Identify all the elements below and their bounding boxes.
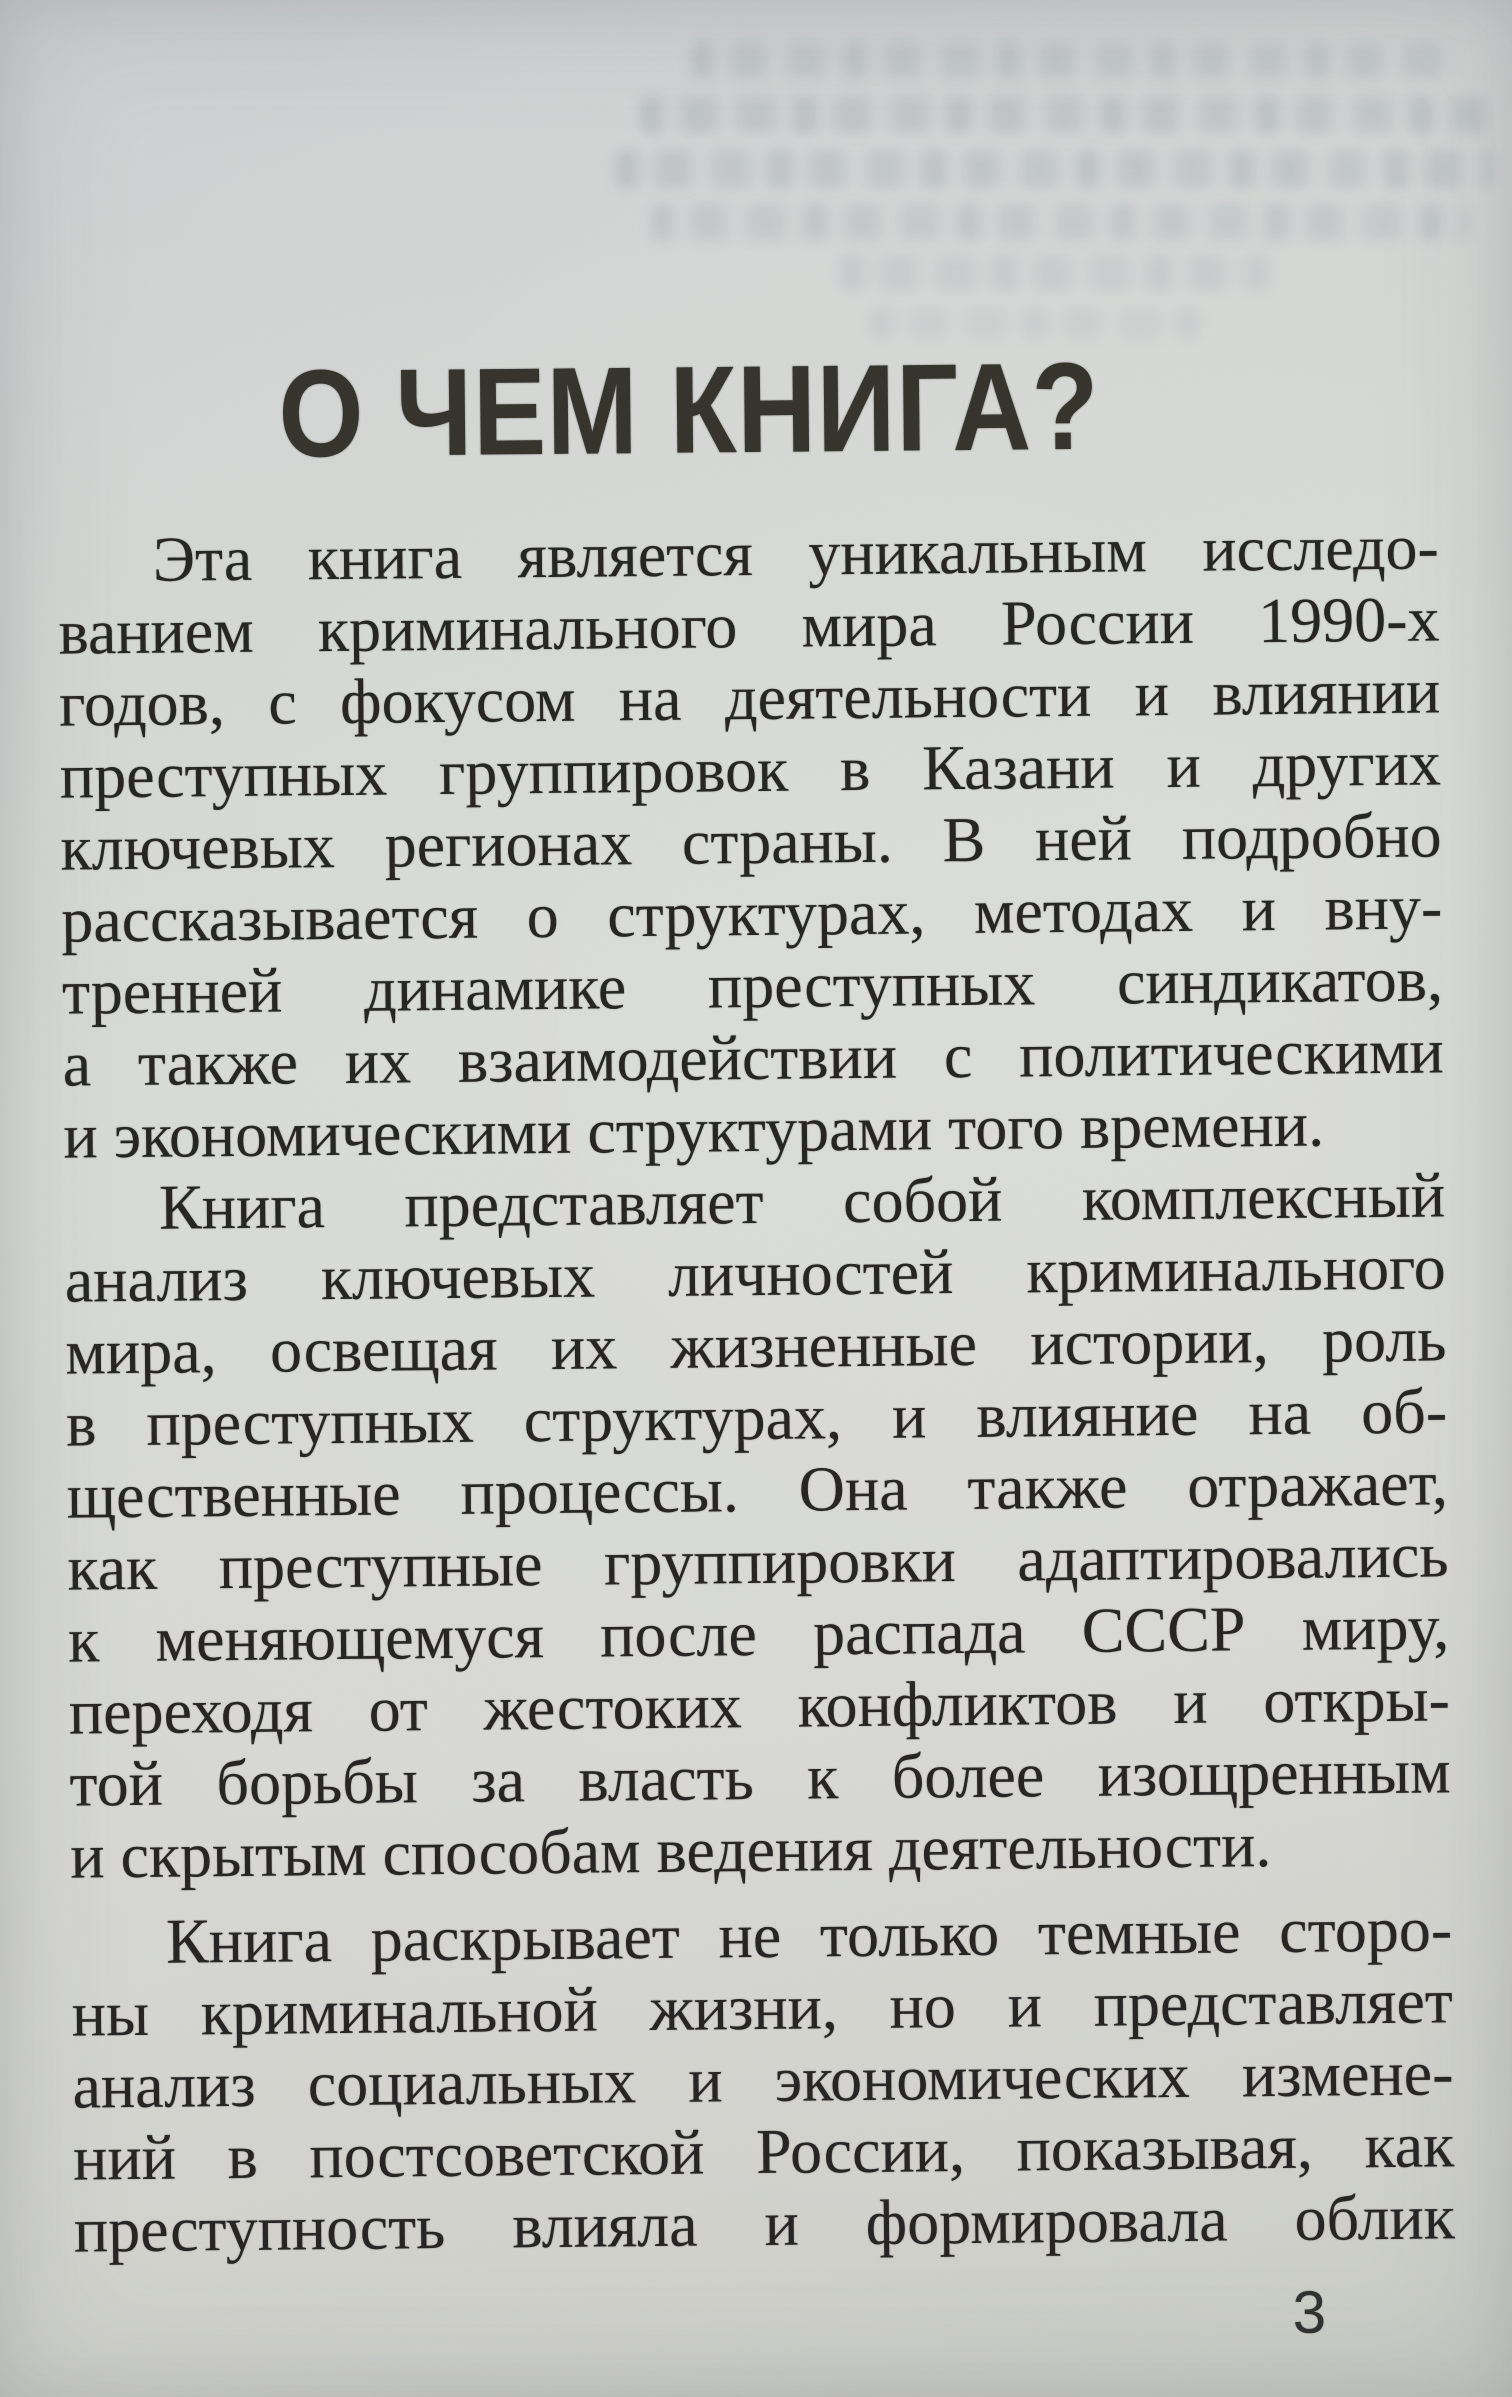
text-line: Эта книга является уникальным исследо- <box>152 511 1440 595</box>
text-line: и экономическими структурами того времени. <box>63 1088 1325 1172</box>
text-line: к меняющемуся после распада СССР миру, <box>67 1591 1450 1676</box>
text-line: ний в постсоветской России, показывая, как <box>72 2109 1455 2194</box>
text-line: переходя от жестоких конфликтов и откры- <box>68 1663 1451 1748</box>
text-line: анализ социальных и экономических измене- <box>72 2037 1454 2122</box>
text-line: ключевых регионах страны. В ней подробно <box>60 799 1442 884</box>
text-line: и скрытым способам ведения деятельности. <box>69 1809 1272 1892</box>
text-line: годов, с фокусом на деятельности и влиянии <box>58 655 1441 740</box>
text-line: а также их взаимодействии с политическими <box>62 1015 1444 1100</box>
text-line: ны криминальной жизни, но и представляет <box>71 1965 1454 2050</box>
text-line: рассказывается о структурах, методах и вну- <box>60 871 1443 956</box>
text-line: преступных группировок в Казани и других <box>59 727 1442 812</box>
text-line: щественные процессы. Она также отражает, <box>66 1447 1449 1532</box>
paragraph <box>64 1159 1452 1892</box>
text-line: преступность влияла и формировала облик <box>73 2181 1456 2266</box>
text-line: анализ ключевых личностей криминального <box>64 1231 1447 1316</box>
text-line: в преступных структурах, и влияние на об- <box>65 1375 1448 1460</box>
text-line: как преступные группировки адаптировались <box>67 1519 1449 1604</box>
text-line: той борьбы за власть к более изощренным <box>69 1735 1451 1820</box>
text-line: тренней динамике преступных синдикатов, <box>61 943 1444 1028</box>
text-line: Книга раскрывает не только темные сторо- <box>165 1893 1453 1977</box>
text-line: ванием криминального мира России 1990-х <box>58 583 1440 668</box>
text-line: мира, освещая их жизненные истории, роль <box>65 1303 1447 1388</box>
page-title: О ЧЕМ КНИГА? <box>277 337 1100 484</box>
paragraph <box>71 1893 1455 2266</box>
paragraph <box>57 511 1444 1172</box>
text-line: Книга представляет собой комплексный <box>158 1159 1446 1243</box>
page-number: 3 <box>1292 2278 1327 2346</box>
body-text <box>57 511 1455 2266</box>
